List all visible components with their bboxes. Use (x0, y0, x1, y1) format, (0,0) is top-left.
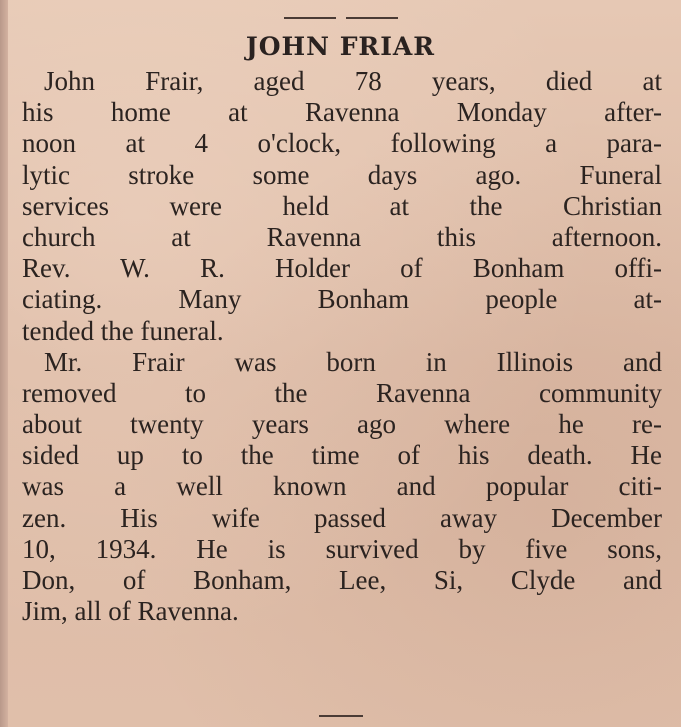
text-line: zen. His wife passed away December (22, 502, 662, 533)
text-line: about twenty years ago where he re- (22, 409, 662, 440)
obituary-headline: JOHN FRIAR (245, 32, 436, 61)
text-line: removed to the Ravenna community (22, 377, 662, 408)
text-line: ciating. Many Bonham people at- (22, 284, 662, 315)
text-line: his home at Ravenna Monday after- (22, 97, 662, 128)
top-rule-left (284, 17, 336, 19)
text-line: tended the funeral. (22, 315, 224, 346)
text-line: church at Ravenna this afternoon. (22, 221, 662, 252)
text-line: lytic stroke some days ago. Funeral (22, 159, 662, 190)
text-line: Jim, all of Ravenna. (22, 596, 239, 627)
text-line: was a well known and popular citi- (22, 471, 662, 502)
text-line: 10, 1934. He is survived by five sons, (22, 533, 662, 564)
text-line: noon at 4 o'clock, following a para- (22, 128, 662, 159)
top-rule (0, 17, 681, 19)
text-line: Mr. Frair was born in Illinois and (44, 346, 662, 377)
text-line: Don, of Bonham, Lee, Si, Clyde and (22, 565, 662, 595)
top-rule-right (346, 17, 398, 19)
obituary-body (22, 66, 662, 627)
clipping-edge (0, 0, 8, 727)
bottom-rule-bar (319, 715, 363, 717)
bottom-rule (0, 715, 681, 717)
text-line: sided up to the time of his death. He (22, 440, 662, 471)
text-line: Rev. W. R. Holder of Bonham offi- (22, 253, 662, 284)
text-line: John Frair, aged 78 years, died at (44, 66, 662, 96)
text-line: services were held at the Christian (22, 190, 662, 221)
